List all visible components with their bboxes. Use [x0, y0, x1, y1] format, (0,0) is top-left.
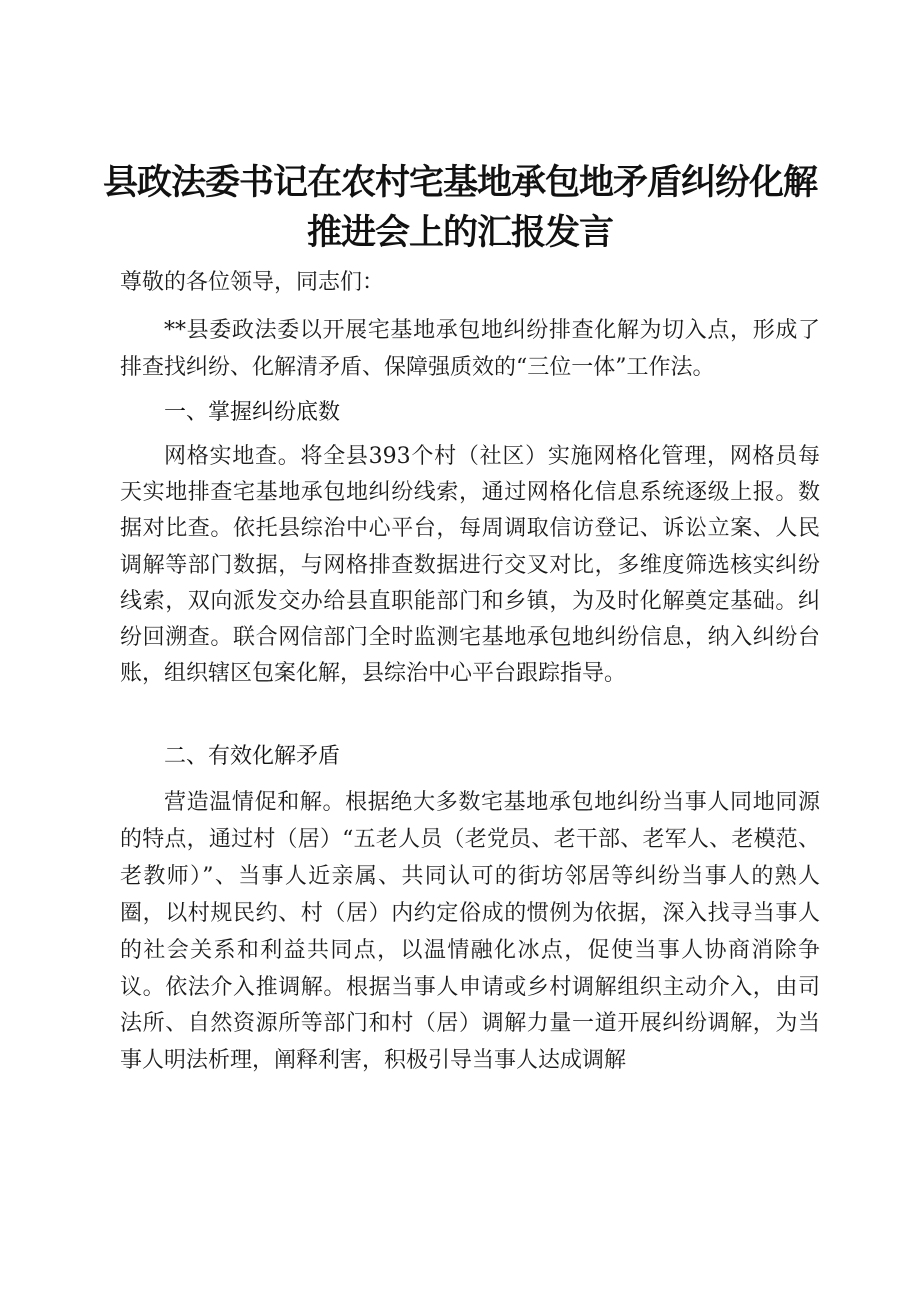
section-paragraph-1: 网格实地查。将全县393个村（社区）实施网格化管理，网格员每天实地排查宅基地承包地纠纷线索，通过网格化信息系统逐级上报。数据对比查。依托县综治中心平台，每周调取信访登记、诉讼立案、人民调解等部门数据，与网格排查数据进行交叉对比，多维度筛选核实纠纷线索，双向派发交办给县直职能部门和乡镇，为及时化解奠定基础。纠纷回溯查。联合网信部门全时监测宅基地承包地纠纷信息，纳入纠纷台账，组织辖区包案化解，县综治中心平台跟踪指导。 [120, 444, 820, 687]
intro-paragraph: **县委政法委以开展宅基地承包地纠纷排查化解为切入点，形成了排查找纠纷、化解清矛盾、保障强质效的“三位一体”工作法。 [120, 318, 820, 380]
section-heading-1: 一、掌握纠纷底数 [164, 400, 341, 425]
section-paragraph-2: 营造温情促和解。根据绝大多数宅基地承包地纠纷当事人同地同源的特点，通过村（居）“五老人员（老党员、老干部、老军人、老模范、老教师）”、当事人近亲属、共同认可的街坊邻居等纠纷当事人的熟人圈，以村规民约、村（居）内约定俗成的惯例为依据，深入找寻当事人的社会关系和利益共同点，以温情融化冰点，促使当事人协商消除争议。依法介入推调解。根据当事人申请或乡村调解组织主动介入，由司法所、自然资源所等部门和村（居）调解力量一道开展纠纷调解，为当事人明法析理，阐释利害，积极引导当事人达成调解 [120, 790, 820, 1074]
document-title: 县政法委书记在农村宅基地承包地矛盾纠纷化解推进会上的汇报发言 [102, 163, 817, 253]
section-heading-2: 二、有效化解矛盾 [164, 744, 341, 769]
salutation: 尊敬的各位领导，同志们： [120, 270, 385, 295]
